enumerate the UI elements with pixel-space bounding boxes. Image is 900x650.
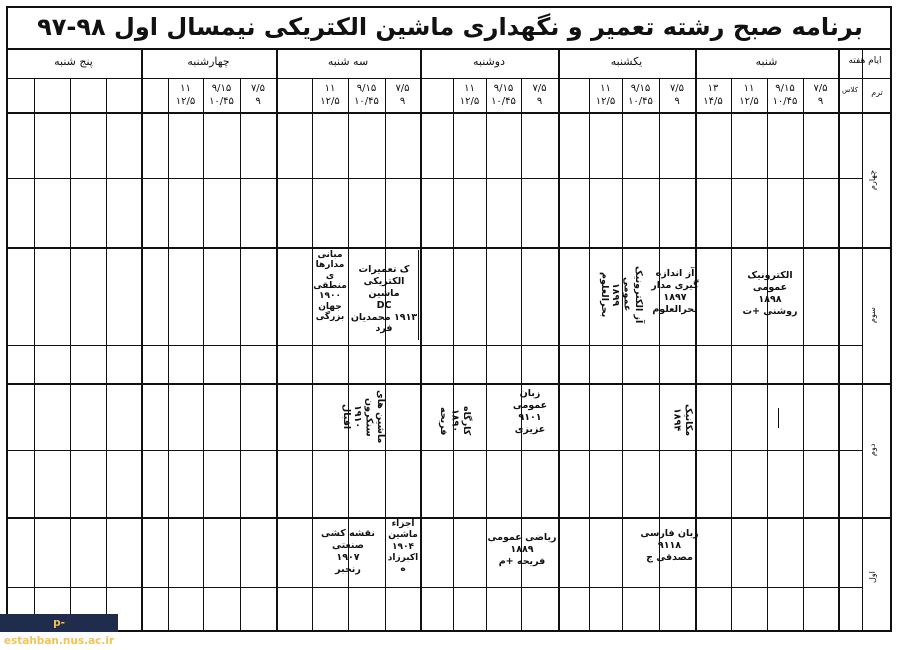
course-t3-sun: آز اندازه گیری مدار ۱۸۹۷ بحرالعلوم — [651, 268, 699, 315]
term-4-label: چهارم — [868, 170, 877, 190]
course-t2-tue-vertical: ماشین های سنکرون ۱۹۱۰ اقبال — [340, 390, 386, 444]
slot-sat-4: ۱۳ ۱۴/۵ — [703, 83, 723, 107]
course-t2-sun-vertical: مکانیک ۱۸۹۴ — [671, 403, 694, 437]
slot-mon-2: ۹/۱۵ ۱۰/۴۵ — [491, 83, 516, 107]
slot-sun-3: ۱۱ ۱۲/۵ — [595, 83, 616, 107]
slot-mon-1: ۷/۵ ۹ — [532, 83, 547, 107]
day-wednesday: چهارشنبه — [187, 55, 230, 68]
day-sunday: یکشنبه — [610, 55, 643, 68]
course-t3-sun-vertical: آز الکترونیک عمومی ۱۸۹۹ بحرالعلوم — [598, 265, 644, 324]
day-monday: دوشنبه — [473, 55, 505, 68]
term-2-label: دوم — [868, 443, 877, 457]
page-title: برنامه صبح رشته تعمیر و نگهداری ماشین الکتریکی نیمسال اول ۹۸-۹۷ — [37, 13, 863, 41]
slot-wed-2: ۹/۱۵ ۱۰/۴۵ — [209, 83, 234, 107]
slot-tue-2: ۹/۱۵ ۱۰/۴۵ — [354, 83, 379, 107]
header-term: ترم — [871, 88, 883, 97]
course-t1-mon: ریاضی عمومی ۱۸۸۹ فریحه +م — [487, 532, 557, 567]
course-t2-mon-vertical: کارگاه ۱۸۹۰ فریحه — [438, 406, 472, 436]
slot-sat-1: ۷/۵ ۹ — [813, 83, 828, 107]
course-t2-mon: زبان عمومی ۹۱۰۱ عزیزی — [512, 388, 548, 435]
day-tuesday: سه شنبه — [327, 55, 369, 68]
slot-tue-1: ۷/۵ ۹ — [395, 83, 410, 107]
slot-sun-1: ۷/۵ ۹ — [669, 83, 685, 107]
header-class: کلاس — [841, 86, 859, 94]
course-t1-sun: زبان فارسی ۹۱۱۸ مصدقی ج — [640, 528, 699, 563]
slot-mon-3: ۱۱ ۱۲/۵ — [459, 83, 480, 107]
site-watermark[interactable]: p-estahban.nus.ac.ir — [0, 614, 118, 632]
slot-tue-3: ۱۱ ۱۲/۵ — [320, 83, 340, 107]
slot-sat-3: ۱۱ ۱۲/۵ — [739, 83, 759, 107]
day-saturday: شنبه — [755, 55, 778, 68]
course-t3-tue-main: ک تعمیرات الکتریکی ماشین DC ۱۹۱۳ محمدیان فرد — [350, 264, 418, 335]
slot-sun-2: ۹/۱۵ ۱۰/۴۵ — [628, 83, 653, 107]
term-3-label: سوم — [868, 307, 877, 323]
course-t3-tue-side: مبانی مدارها ی منطقی ۱۹۰۰ جهان بزرگی — [313, 250, 347, 323]
day-thursday: پنج شنبه — [54, 55, 93, 68]
course-t3-sat: الکترونیک عمومی ۱۸۹۸ روشنی +ت — [742, 270, 798, 317]
slot-wed-3: ۱۱ ۱۲/۵ — [175, 83, 196, 107]
header-week-days: ایام هفته — [848, 56, 882, 66]
slot-wed-1: ۷/۵ ۹ — [250, 83, 266, 107]
course-t1-tue-a: اجزاء ماشین ۱۹۰۴ اکبرزاد ه — [387, 519, 419, 574]
course-t1-tue-b: نقشه کشی صنعتی ۱۹۰۷ رنجبر — [321, 528, 375, 575]
slot-sat-2: ۹/۱۵ ۱۰/۴۵ — [772, 83, 798, 107]
term-1-label: اول — [868, 571, 877, 583]
